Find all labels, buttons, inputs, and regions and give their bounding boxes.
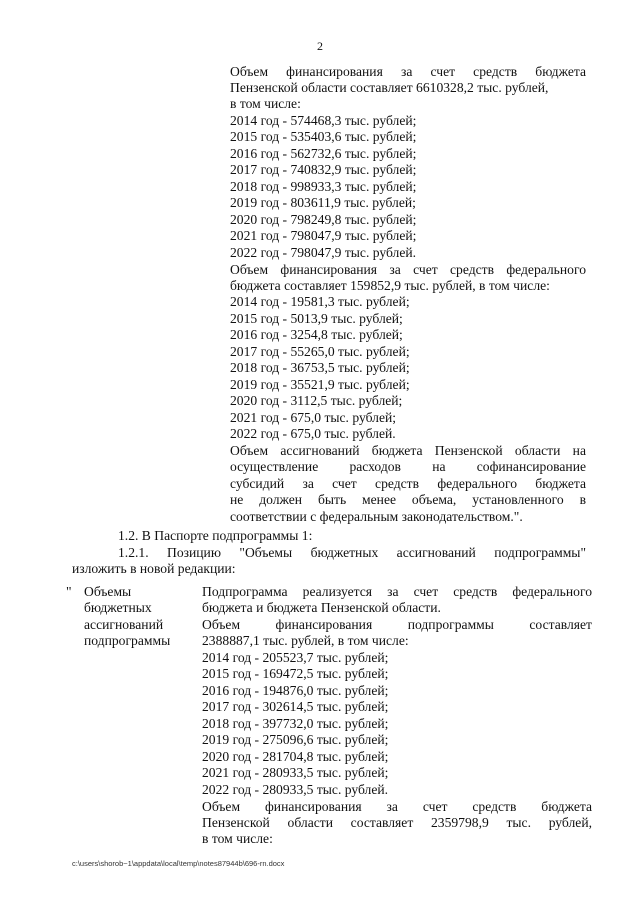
block2-year-2016: 2016 год - 3254,8 тыс. рублей; — [230, 327, 403, 342]
block2-line-1: Объем финансирования за счет средств федерального — [230, 262, 586, 277]
block1-year-2020: 2020 год - 798249,8 тыс. рублей; — [230, 212, 417, 227]
table-year-2016: 2016 год - 194876,0 тыс. рублей; — [202, 683, 389, 698]
table-open-quote: " — [66, 584, 72, 599]
block3-line-2: осуществление расходов на софинансирование — [230, 459, 586, 474]
table-year-2020: 2020 год - 281704,8 тыс. рублей; — [202, 749, 389, 764]
subsection-line-1: 1.2.1. Позицию "Объемы бюджетных ассигнований подпрограммы" — [118, 545, 586, 560]
table-tail-2: Пензенской области составляет 2359798,9 тыс. рублей, — [202, 815, 592, 830]
section-heading: 1.2. В Паспорте подпрограммы 1: — [118, 528, 313, 543]
table-right-1: Подпрограмма реализуется за счет средств федерального — [202, 584, 592, 599]
block3-line-3: субсидий за счет средств федерального бюджета — [230, 476, 586, 491]
block3-line-5: соответствии с федеральным законодательством.". — [230, 509, 523, 524]
subsection-line-2: изложить в новой редакции: — [72, 561, 236, 576]
block2-line-2: бюджета составляет 159852,9 тыс. рублей, в том числе: — [230, 278, 550, 293]
block1-year-2022: 2022 год - 798047,9 тыс. рублей. — [230, 245, 417, 260]
table-year-2018: 2018 год - 397732,0 тыс. рублей; — [202, 716, 389, 731]
block3-line-4: не должен быть менее объема, установленного в — [230, 492, 586, 507]
block1-year-2016: 2016 год - 562732,6 тыс. рублей; — [230, 146, 417, 161]
table-year-2021: 2021 год - 280933,5 тыс. рублей; — [202, 765, 389, 780]
block1-year-2014: 2014 год - 574468,3 тыс. рублей; — [230, 113, 417, 128]
block2-year-2021: 2021 год - 675,0 тыс. рублей; — [230, 410, 397, 425]
table-left-1: Объемы — [84, 584, 132, 599]
block2-year-2020: 2020 год - 3112,5 тыс. рублей; — [230, 393, 403, 408]
table-year-2015: 2015 год - 169472,5 тыс. рублей; — [202, 666, 389, 681]
table-year-2017: 2017 год - 302614,5 тыс. рублей; — [202, 699, 389, 714]
table-right-4: 2388887,1 тыс. рублей, в том числе: — [202, 633, 409, 648]
table-right-2: бюджета и бюджета Пензенской области. — [202, 600, 441, 615]
block1-line-1: Объем финансирования за счет средств бюджета — [230, 64, 586, 79]
block1-line-3: в том числе: — [230, 96, 301, 111]
table-tail-3: в том числе: — [202, 831, 273, 846]
table-year-2014: 2014 год - 205523,7 тыс. рублей; — [202, 650, 389, 665]
block3-line-1: Объем ассигнований бюджета Пензенской области на — [230, 443, 586, 458]
block1-year-2019: 2019 год - 803611,9 тыс. рублей; — [230, 195, 416, 210]
block2-year-2014: 2014 год - 19581,3 тыс. рублей; — [230, 294, 410, 309]
page-number: 2 — [317, 39, 323, 53]
block1-year-2017: 2017 год - 740832,9 тыс. рублей; — [230, 162, 417, 177]
table-right-3: Объем финансирования подпрограммы составляет — [202, 617, 592, 632]
table-left-4: подпрограммы — [84, 633, 171, 648]
block1-year-2018: 2018 год - 998933,3 тыс. рублей; — [230, 179, 417, 194]
table-year-2022: 2022 год - 280933,5 тыс. рублей. — [202, 782, 389, 797]
block1-year-2021: 2021 год - 798047,9 тыс. рублей; — [230, 228, 417, 243]
block2-year-2015: 2015 год - 5013,9 тыс. рублей; — [230, 311, 403, 326]
table-left-3: ассигнований — [84, 617, 164, 632]
table-left-2: бюджетных — [84, 600, 152, 615]
block2-year-2017: 2017 год - 55265,0 тыс. рублей; — [230, 344, 410, 359]
block2-year-2018: 2018 год - 36753,5 тыс. рублей; — [230, 360, 410, 375]
block1-year-2015: 2015 год - 535403,6 тыс. рублей; — [230, 129, 417, 144]
table-tail-1: Объем финансирования за счет средств бюджета — [202, 799, 592, 814]
table-year-2019: 2019 год - 275096,6 тыс. рублей; — [202, 732, 389, 747]
footer-file-path: c:\users\shorob~1\appdata\local\temp\notes87944b\696-rn.docx — [72, 859, 285, 868]
block1-line-2: Пензенской области составляет 6610328,2 тыс. рублей, — [230, 80, 549, 95]
block2-year-2022: 2022 год - 675,0 тыс. рублей. — [230, 426, 396, 441]
block2-year-2019: 2019 год - 35521,9 тыс. рублей; — [230, 377, 410, 392]
